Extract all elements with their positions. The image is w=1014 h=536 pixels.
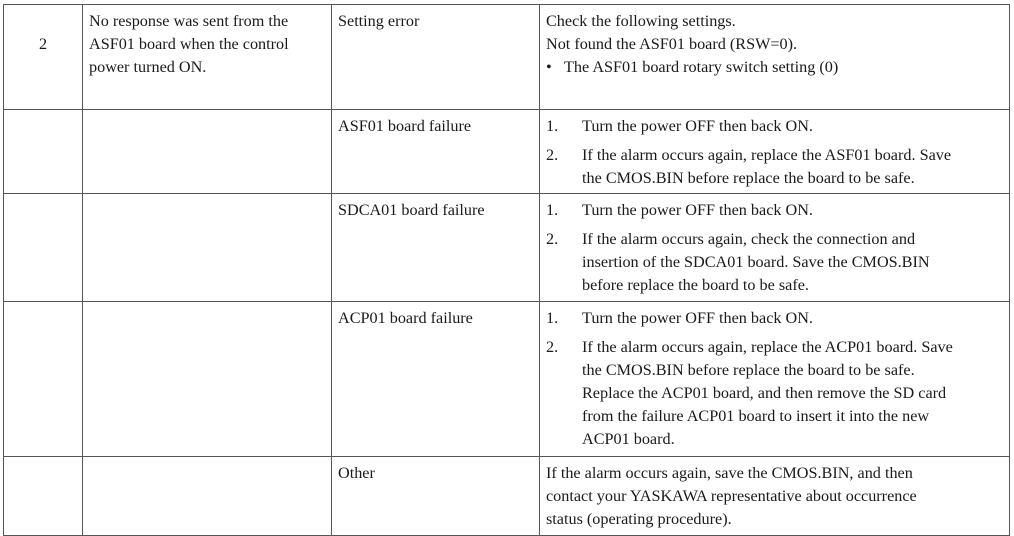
remedy-step [546,307,1003,330]
alarm-number-cell [4,5,83,110]
remedy-steps [546,115,1003,190]
alarm-description-cell [83,194,332,302]
remedy-cell [540,194,1010,302]
step-line: Replace the ACP01 board, and then remove the SD card [582,384,947,402]
table-row [4,302,1010,457]
description-line: ASF01 board when the control [89,35,289,53]
cause-cell [332,194,540,302]
description-line: power turned ON. [89,58,207,76]
step-line: insertion of the SDCA01 board. Save the CMOS.BIN [582,253,930,271]
step-number: 2. [546,146,559,164]
remedy-step [546,336,1003,451]
remedy-cell [540,457,1010,536]
remedy-step [546,228,1003,297]
alarm-description-cell [83,5,332,110]
remedy-steps [546,199,1003,297]
step-line: Turn the power OFF then back ON. [582,201,813,219]
step-number: 2. [546,338,559,356]
remedy-bullet-item [546,56,1003,79]
remedy-cell [540,110,1010,194]
table-row [4,457,1010,536]
remedy-cell [540,302,1010,457]
alarm-description-cell [83,110,332,194]
step-number: 1. [546,117,559,135]
cause-text: SDCA01 board failure [338,201,485,219]
step-line: Turn the power OFF then back ON. [582,117,813,135]
cause-cell [332,457,540,536]
cause-cell [332,5,540,110]
alarm-description-cell [83,302,332,457]
step-number: 1. [546,201,559,219]
step-line: If the alarm occurs again, check the connection and [582,230,916,248]
step-line: the CMOS.BIN before replace the board to be safe. [582,361,915,379]
cause-text: ACP01 board failure [338,309,473,327]
remedy-line: Check the following settings. [546,12,736,30]
cause-cell [332,110,540,194]
remedy-line: Not found the ASF01 board (RSW=0). [546,35,798,53]
remedy-step [546,199,1003,222]
cause-cell [332,302,540,457]
bullet-icon: • [546,58,552,76]
step-line: If the alarm occurs again, replace the ASF01 board. Save [582,146,952,164]
description-line: No response was sent from the [89,12,289,30]
step-number: 2. [546,230,559,248]
cause-text: Other [338,464,375,482]
table-row [4,5,1010,110]
remedy-cell [540,5,1010,110]
table-row [4,194,1010,302]
remedy-line: contact your YASKAWA representative about occurrence [546,487,917,505]
step-number: 1. [546,309,559,327]
bullet-text: The ASF01 board rotary switch setting (0) [564,58,839,76]
alarm-description-cell [83,457,332,536]
step-line: Turn the power OFF then back ON. [582,309,813,327]
remedy-step [546,144,1003,190]
table-row [4,110,1010,194]
step-line: the CMOS.BIN before replace the board to be safe. [582,169,915,187]
remedy-steps [546,307,1003,451]
alarm-number-cell [4,194,83,302]
remedy-line: status (operating procedure). [546,510,732,528]
alarm-number-cell [4,302,83,457]
step-line: before replace the board to be safe. [582,276,809,294]
remedy-line: If the alarm occurs again, save the CMOS.BIN, and then [546,464,913,482]
alarm-number-cell [4,457,83,536]
alarm-number-cell [4,110,83,194]
remedy-step [546,115,1003,138]
step-line: If the alarm occurs again, replace the ACP01 board. Save [582,338,953,356]
step-line: from the failure ACP01 board to insert it into the new [582,407,930,425]
alarm-remedy-table [3,4,1010,536]
cause-text: ASF01 board failure [338,117,472,135]
alarm-number: 2 [38,35,48,53]
step-line: ACP01 board. [582,430,675,448]
cause-text: Setting error [338,12,420,30]
